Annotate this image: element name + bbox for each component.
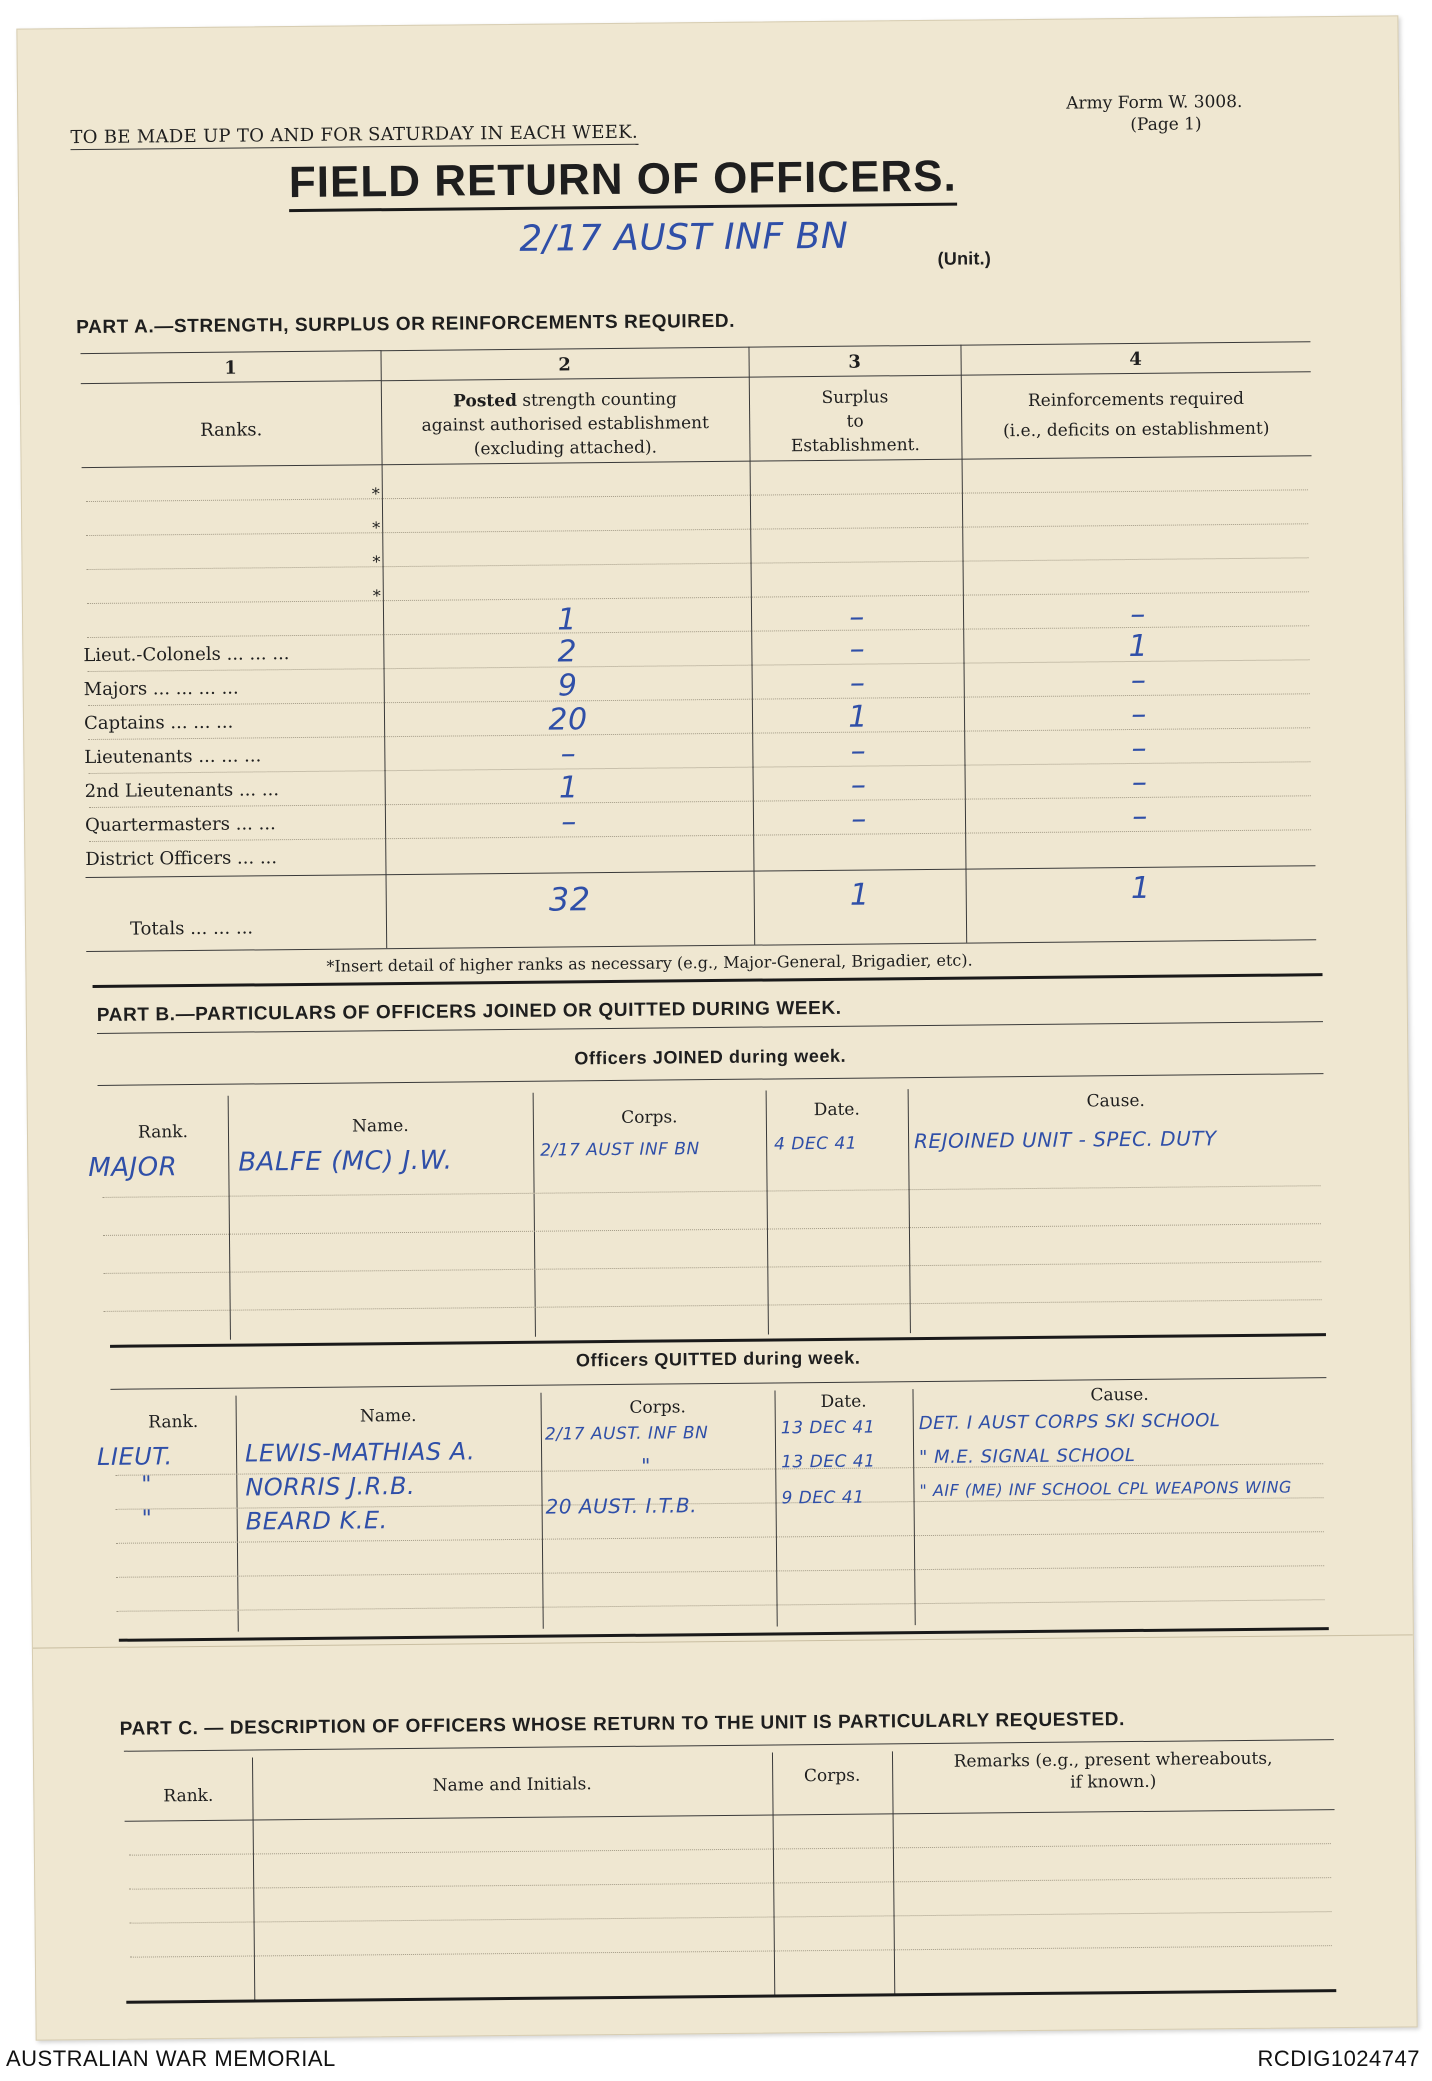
part-c-title: PART C. — DESCRIPTION OF OFFICERS WHOSE RETURN TO THE UNIT IS PARTICULARLY REQUESTED. [119, 1709, 1126, 1740]
document-page [16, 15, 1417, 2040]
totals-label: Totals ... ... ... [129, 917, 254, 940]
posted-value: 1 [557, 602, 578, 638]
row-rule [103, 1185, 1321, 1198]
joined-cause: REJOINED UNIT - SPEC. DUTY [913, 1126, 1217, 1154]
quitted-date: 13 DEC 41 [781, 1451, 876, 1473]
reinforcements-value: – [1131, 764, 1148, 801]
reinforcements-value: – [1130, 662, 1147, 699]
blank-rank-marker: * [372, 518, 381, 538]
quitted-cause: DET. I AUST CORPS SKI SCHOOL [918, 1410, 1221, 1435]
joined-corps-header: Corps. [621, 1107, 678, 1128]
form-number: Army Form W. 3008. [1066, 91, 1243, 114]
quitted-col-divider [774, 1390, 777, 1626]
quitted-cause: " AIF (ME) INF SCHOOL CPL WEAPONS WING [919, 1477, 1292, 1501]
reinforcements-header-line2: (i.e., deficits on establishment) [1003, 418, 1270, 442]
posted-value: – [560, 736, 577, 772]
reinforcements-header [961, 383, 1312, 446]
reinforcements-value: – [1130, 596, 1146, 633]
posted-value: 1 [558, 770, 579, 806]
surplus-header-line2: to [846, 411, 864, 432]
rank-label: Majors ... ... ... ... [83, 677, 239, 701]
row-rule [103, 1261, 1321, 1274]
reinforcements-header-line1: Reinforcements required [1027, 388, 1245, 411]
blank-rank-marker: * [372, 552, 381, 572]
part-c-remarks-line1: Remarks (e.g., present whereabouts, [953, 1748, 1273, 1772]
row-rule [87, 557, 1309, 570]
rank-label: District Officers ... ... [85, 847, 278, 871]
quitted-rank: " [141, 1472, 153, 1498]
ranks-header: Ranks. [200, 419, 263, 441]
joined-title: Officers JOINED during week. [574, 1045, 847, 1069]
joined-name-header: Name. [352, 1115, 409, 1137]
part-c-header-rule [125, 1809, 1335, 1822]
surplus-header-line3: Establishment. [790, 435, 920, 457]
totals-reinforcements: 1 [1130, 870, 1151, 907]
reinforcements-value: – [1131, 696, 1147, 733]
posted-value: 2 [557, 634, 578, 670]
unit-label: (Unit.) [937, 248, 992, 269]
page-number: (Page 1) [1130, 114, 1202, 135]
reinforcements-value: – [1132, 798, 1148, 835]
row-rule [86, 489, 1308, 502]
part-c-remarks-header [892, 1747, 1334, 1795]
part-c-col-divider [772, 1752, 775, 1996]
quitted-name-header: Name. [359, 1405, 417, 1427]
totals-surplus: 1 [849, 877, 870, 913]
quitted-col-divider [912, 1389, 915, 1625]
quitted-name: LEWIS-MATHIAS A. [244, 1437, 476, 1468]
col-number-3: 3 [848, 351, 861, 373]
part-b-title: PART B.—PARTICULARS OF OFFICERS JOINED OR QUITTED DURING WEEK. [96, 997, 842, 1026]
reinforcements-value: 1 [1128, 628, 1149, 665]
posted-header [381, 387, 750, 463]
rank-label: Quartermasters ... ... [84, 813, 276, 837]
joined-rank-header: Rank. [137, 1122, 189, 1143]
part-a-bottom-rule [86, 939, 1316, 952]
posted-header-line2: against authorised establishment [421, 413, 709, 436]
joined-col-divider [766, 1091, 769, 1335]
form-title: FIELD RETURN OF OFFICERS. [289, 151, 957, 212]
row-rule [103, 1223, 1321, 1236]
quitted-rank: LIEUT. [96, 1442, 173, 1471]
joined-date-header: Date. [813, 1099, 860, 1121]
col-number-1: 1 [224, 357, 238, 379]
posted-header-bold: Posted [453, 390, 518, 412]
quitted-cause-header: Cause. [1090, 1384, 1149, 1406]
quitted-col-divider [236, 1396, 239, 1632]
quitted-rank: " [141, 1506, 153, 1532]
joined-corps: 2/17 AUST INF BN [540, 1139, 700, 1161]
part-a-footnote: *Insert detail of higher ranks as necessary (e.g., Major-General, Brigadier, etc). [326, 950, 973, 976]
joined-title-rule [98, 1073, 1324, 1086]
page-fold-line [33, 1634, 1413, 1648]
part-b-end-rule [119, 1627, 1329, 1642]
joined-col-divider [908, 1089, 911, 1333]
row-rule [86, 523, 1308, 536]
part-c-remarks-line2: if known.) [1070, 1771, 1157, 1793]
quitted-name: BEARD K.E. [245, 1506, 388, 1536]
part-a-end-rule [93, 973, 1323, 988]
row-rule [129, 1843, 1331, 1856]
surplus-value: – [851, 801, 867, 837]
rank-label: 2nd Lieutenants ... ... [84, 779, 280, 803]
joined-date: 4 DEC 41 [774, 1133, 858, 1155]
row-rule [117, 1599, 1325, 1612]
col-number-2: 2 [558, 354, 571, 376]
instruction-text: TO BE MADE UP TO AND FOR SATURDAY IN EACH WEEK. [70, 121, 639, 149]
quitted-corps: 20 AUST. I.T.B. [545, 1493, 698, 1519]
posted-value: 9 [557, 668, 578, 704]
joined-name: BALFE (MC) J.W. [238, 1145, 453, 1178]
totals-posted: 32 [548, 880, 591, 919]
unit-handwritten: 2/17 AUST INF BN [519, 215, 849, 260]
archive-reference: RCDIG1024747 [1257, 2046, 1420, 2071]
part-c-corps-header: Corps. [803, 1765, 861, 1787]
surplus-value: – [850, 733, 867, 769]
blank-rank-marker: * [371, 484, 380, 504]
posted-value: 20 [548, 702, 588, 738]
surplus-value: – [849, 631, 866, 667]
posted-value: – [561, 804, 577, 840]
surplus-value: – [849, 599, 865, 635]
row-rule [129, 1877, 1331, 1890]
quitted-rank-header: Rank. [148, 1411, 199, 1433]
row-rule [130, 1911, 1332, 1924]
reinforcements-value: – [1131, 730, 1148, 767]
quitted-title: Officers QUITTED during week. [575, 1347, 861, 1371]
quitted-date: 9 DEC 41 [781, 1487, 865, 1509]
joined-cause-header: Cause. [1086, 1090, 1145, 1112]
surplus-value: – [850, 767, 867, 803]
row-rule [116, 1565, 1324, 1578]
col-number-4: 4 [1129, 348, 1142, 371]
rank-label: Captains ... ... ... [83, 711, 234, 735]
surplus-header [749, 385, 962, 459]
surplus-header-line1: Surplus [821, 387, 889, 408]
posted-header-line3: (excluding attached). [473, 437, 658, 460]
part-c-rank-header: Rank. [163, 1785, 214, 1807]
part-c-end-rule [126, 1989, 1336, 2004]
posted-header-rest: strength counting [516, 389, 677, 411]
quitted-date-header: Date. [820, 1391, 867, 1413]
quitted-cause: " M.E. SIGNAL SCHOOL [919, 1445, 1136, 1469]
row-rule [104, 1299, 1322, 1312]
rank-label: Lieutenants ... ... ... [84, 745, 262, 769]
archive-credit: AUSTRALIAN WAR MEMORIAL [6, 2046, 336, 2071]
quitted-corps-header: Corps. [629, 1397, 686, 1418]
quitted-date: 13 DEC 41 [780, 1417, 876, 1439]
quitted-name: NORRIS J.R.B. [245, 1471, 416, 1502]
rank-label: Lieut.-Colonels ... ... ... [83, 643, 290, 667]
quitted-col-divider [540, 1393, 543, 1629]
joined-col-divider [533, 1093, 536, 1337]
quitted-corps: 2/17 AUST. INF BN [544, 1423, 709, 1445]
surplus-value: – [849, 665, 866, 701]
row-rule [130, 1945, 1332, 1958]
part-c-name-header: Name and Initials. [432, 1774, 592, 1796]
part-a-title: PART A.—STRENGTH, SURPLUS OR REINFORCEMENTS REQUIRED. [76, 310, 736, 339]
surplus-value: 1 [848, 699, 868, 735]
blank-rank-marker: * [372, 586, 381, 606]
quitted-corps: " [641, 1453, 652, 1478]
joined-rank: MAJOR [88, 1152, 178, 1184]
